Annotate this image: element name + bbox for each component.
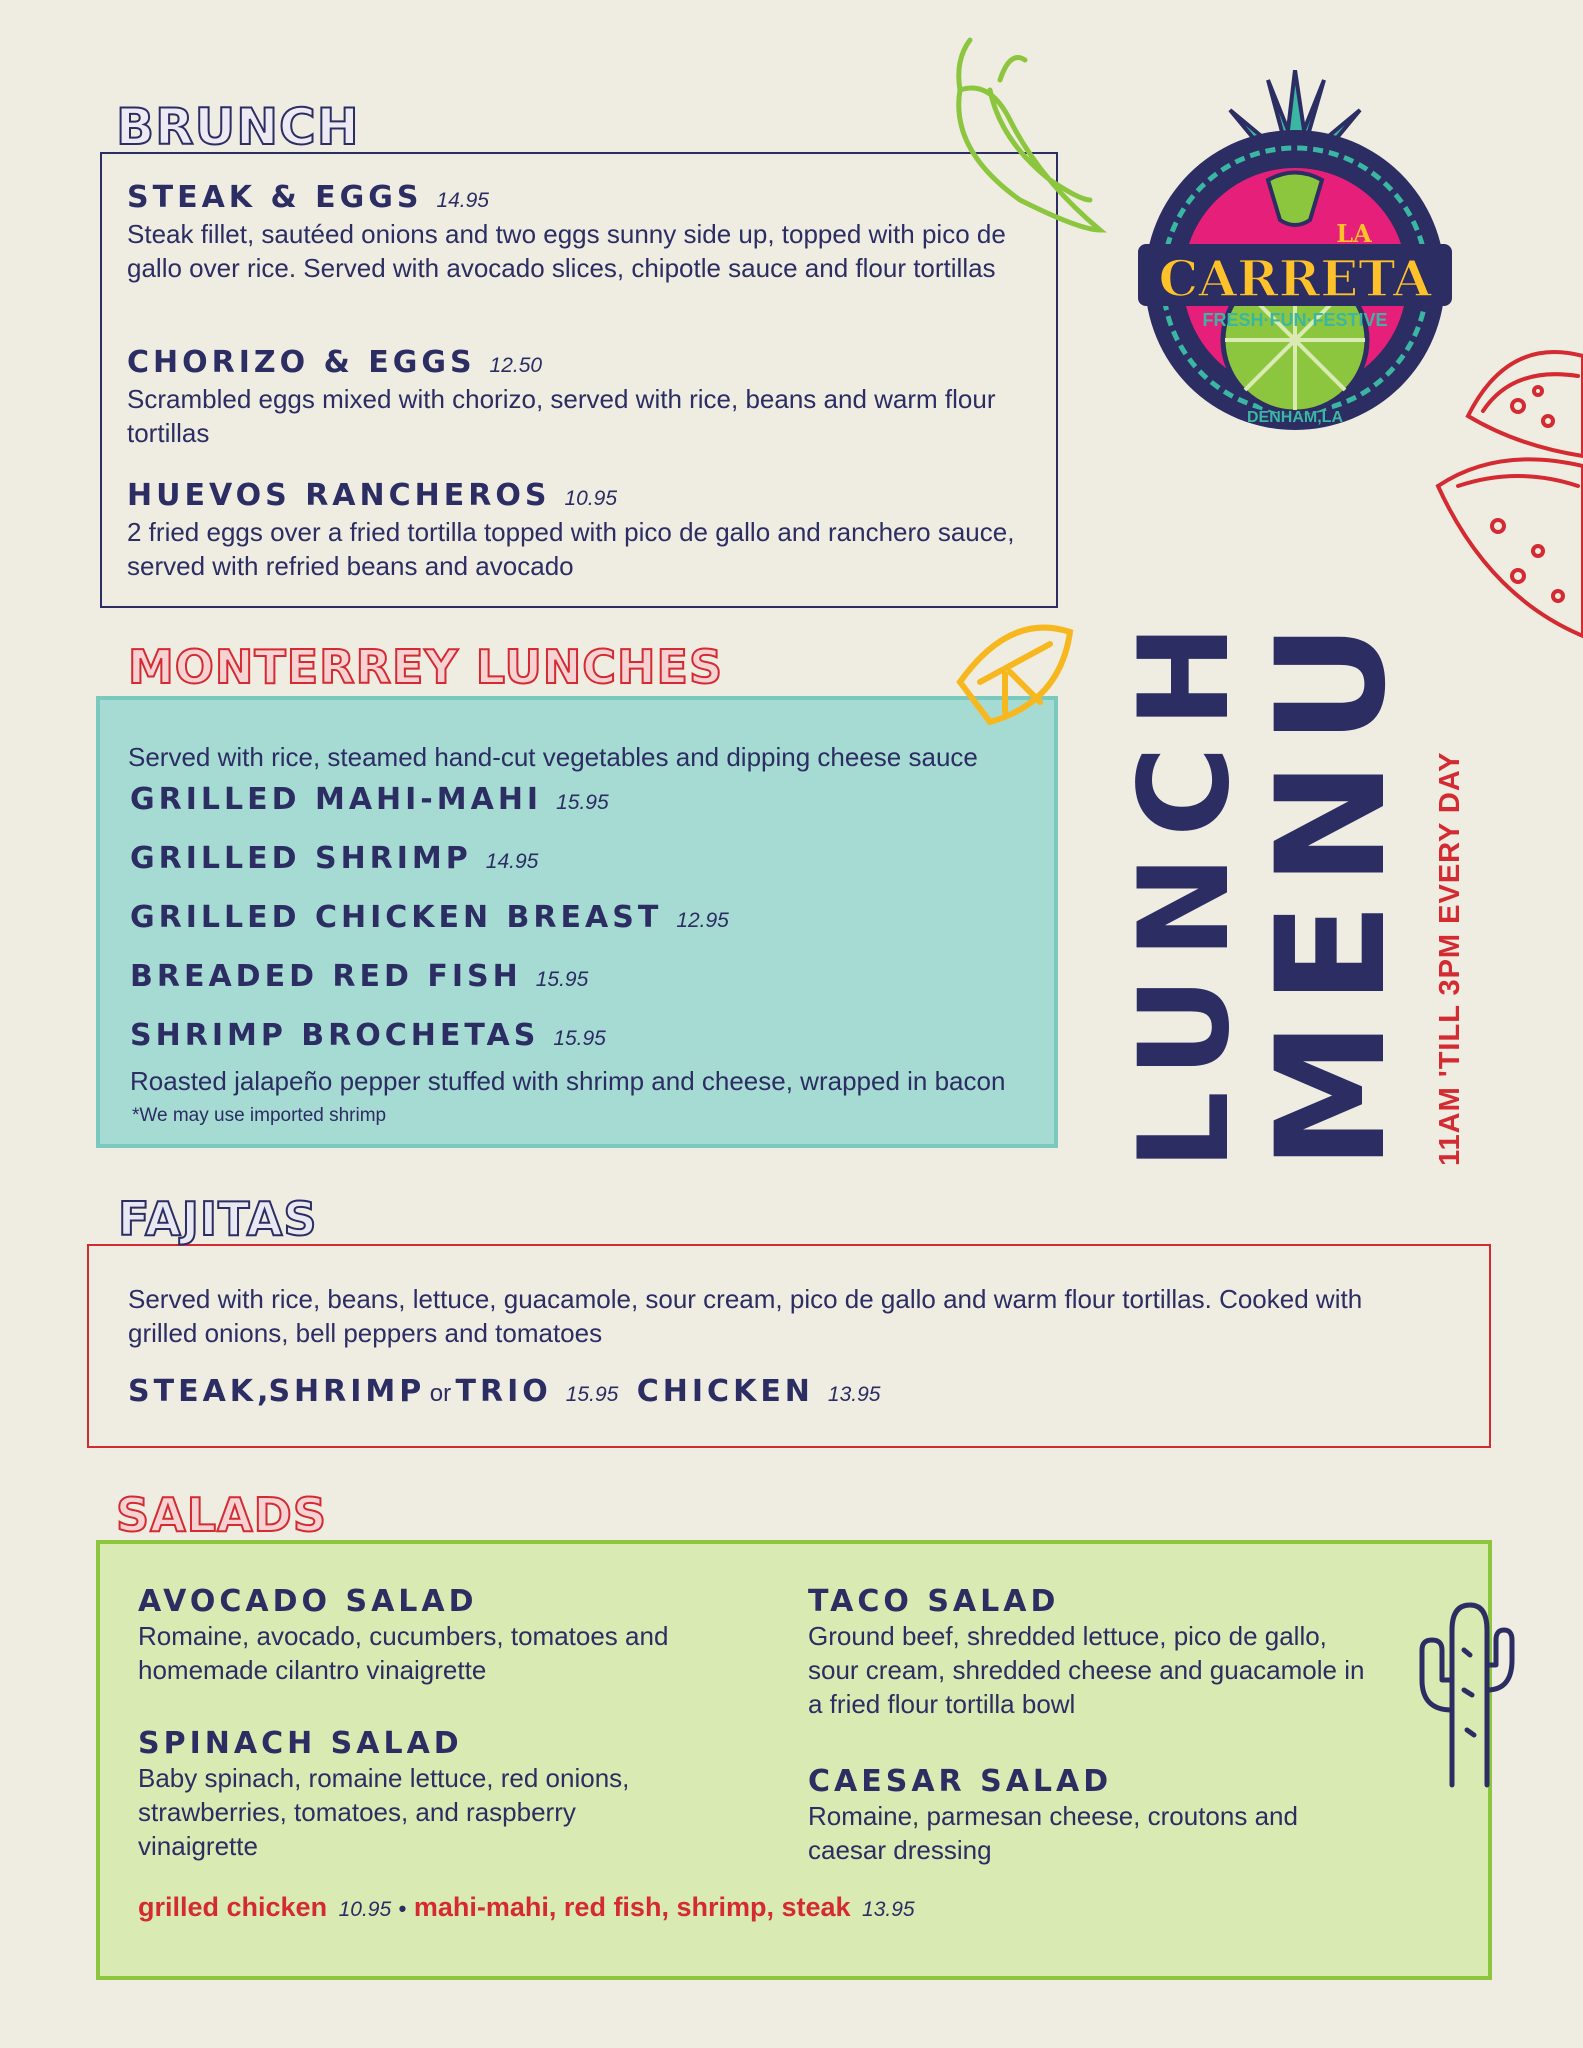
hours-vertical-text (1430, 666, 1470, 1166)
lemon-wedge-icon (950, 612, 1080, 732)
item-price: 15.95 (535, 968, 589, 991)
item-name: CHORIZO & EGGS (127, 345, 476, 380)
brochetas-description: Roasted jalapeño pepper stuffed with shrimp and cheese, wrapped in bacon (130, 1066, 1006, 1096)
fajita-price-2: 13.95 (827, 1383, 881, 1406)
fajitas-title: FAJITAS (118, 1192, 318, 1246)
item-description: Baby spinach, romaine lettuce, red onions, strawberries, tomatoes, and raspberry vinaigrette (138, 1763, 630, 1861)
cactus-illustration (1412, 1600, 1522, 1795)
item-price: 15.95 (556, 791, 609, 814)
monterrey-item (130, 900, 729, 935)
pepper-illustration (930, 30, 1110, 245)
item-description: Romaine, parmesan cheese, croutons and caesar dressing (808, 1801, 1298, 1865)
fajita-option-chicken: CHICKEN (636, 1374, 814, 1409)
fajita-or: or (429, 1380, 452, 1407)
logo-location: DENHAM,LA (1247, 409, 1343, 426)
brunch-item (127, 180, 1027, 285)
addon-grilled-chicken: grilled chicken (138, 1892, 328, 1922)
logo-graphic (1118, 70, 1472, 430)
item-description: Ground beef, shredded lettuce, pico de gallo, sour cream, shredded cheese and guacamole in a fried flour tortilla bowl (808, 1621, 1365, 1719)
addon-bullet: • (398, 1896, 407, 1921)
addon-proteins: mahi-mahi, red fish, shrimp, steak (413, 1892, 851, 1922)
salads-title: SALADS (116, 1488, 327, 1542)
salad-item (808, 1584, 1378, 1721)
addon-price-1: 10.95 (338, 1898, 392, 1921)
brunch-item (127, 478, 1027, 583)
item-price: 12.95 (676, 909, 729, 932)
cactus-icon (1412, 1600, 1522, 1790)
taco-icon (1428, 336, 1583, 676)
menu-vertical-title (1245, 450, 1419, 1170)
pepper-icon (930, 30, 1110, 240)
tacos-illustration (1428, 336, 1583, 681)
monterrey-title: MONTERREY LUNCHES (128, 640, 724, 694)
monterrey-item (130, 782, 609, 817)
item-description: Scrambled eggs mixed with chorizo, served with rice, beans and warm flour tortillas (127, 384, 996, 448)
fajita-price-1: 15.95 (565, 1383, 619, 1406)
fajitas-options (128, 1374, 880, 1409)
salad-item (138, 1726, 678, 1863)
monterrey-item (130, 959, 588, 994)
logo-line1: LA (1336, 219, 1372, 248)
salad-item (808, 1764, 1368, 1867)
item-name: BREADED RED FISH (130, 959, 522, 994)
shrimp-note: *We may use imported shrimp (132, 1105, 387, 1126)
fajita-option-trio: TRIO (455, 1374, 552, 1409)
hours-text: 11AM 'TILL 3PM EVERY DAY (1434, 751, 1466, 1166)
addon-price-2: 13.95 (862, 1898, 915, 1921)
lemon-illustration (950, 612, 1080, 737)
monterrey-item (130, 841, 538, 876)
monterrey-item (130, 1018, 606, 1053)
item-name: GRILLED MAHI-MAHI (130, 782, 543, 817)
la-carreta-logo (1118, 70, 1472, 430)
item-name: CAESAR SALAD (808, 1764, 1113, 1799)
item-name: GRILLED CHICKEN BREAST (130, 900, 663, 935)
salad-item (138, 1584, 698, 1687)
logo-tagline: FRESH·FUN·FESTIVE (1202, 310, 1388, 330)
menu-word: MENU (1245, 606, 1419, 1170)
item-name: HUEVOS RANCHEROS (127, 478, 551, 513)
brunch-title: BRUNCH (116, 98, 360, 156)
item-name: STEAK & EGGS (127, 180, 423, 215)
item-name: GRILLED SHRIMP (130, 841, 472, 876)
item-price: 12.50 (489, 354, 543, 377)
brunch-item (127, 345, 1027, 450)
lunch-vertical-title (1113, 450, 1257, 1170)
fajita-option-steak: STEAK (128, 1374, 258, 1409)
item-price: 14.95 (485, 850, 539, 873)
item-description: Steak fillet, sautéed onions and two eggs sunny side up, topped with pico de gallo over rice. Served with avocado slices, chipotle sauce and flour tortillas (127, 219, 1006, 283)
item-name: TACO SALAD (808, 1584, 1060, 1619)
fajita-option-shrimp: SHRIMP (268, 1374, 426, 1409)
lunch-word: LUNCH (1113, 606, 1257, 1170)
logo-line2: CARRETA (1158, 249, 1432, 308)
item-price: 15.95 (553, 1027, 606, 1050)
salad-addons (138, 1892, 915, 1923)
fajitas-description: Served with rice, beans, lettuce, guacamole, sour cream, pico de gallo and warm flour tortillas. Cooked with grilled onions, bell peppers and tomatoes (128, 1284, 1363, 1348)
item-description: 2 fried eggs over a fried tortilla topped with pico de gallo and ranchero sauce, served with refried beans and avocado (127, 517, 1015, 581)
fajita-comma: , (257, 1374, 269, 1409)
item-price: 14.95 (436, 189, 489, 212)
item-price: 10.95 (564, 487, 618, 510)
item-name: AVOCADO SALAD (138, 1584, 478, 1619)
item-name: SHRIMP BROCHETAS (130, 1018, 540, 1053)
monterrey-intro: Served with rice, steamed hand-cut vegetables and dipping cheese sauce (128, 742, 978, 772)
item-name: SPINACH SALAD (138, 1726, 463, 1761)
item-description: Romaine, avocado, cucumbers, tomatoes and homemade cilantro vinaigrette (138, 1621, 669, 1685)
